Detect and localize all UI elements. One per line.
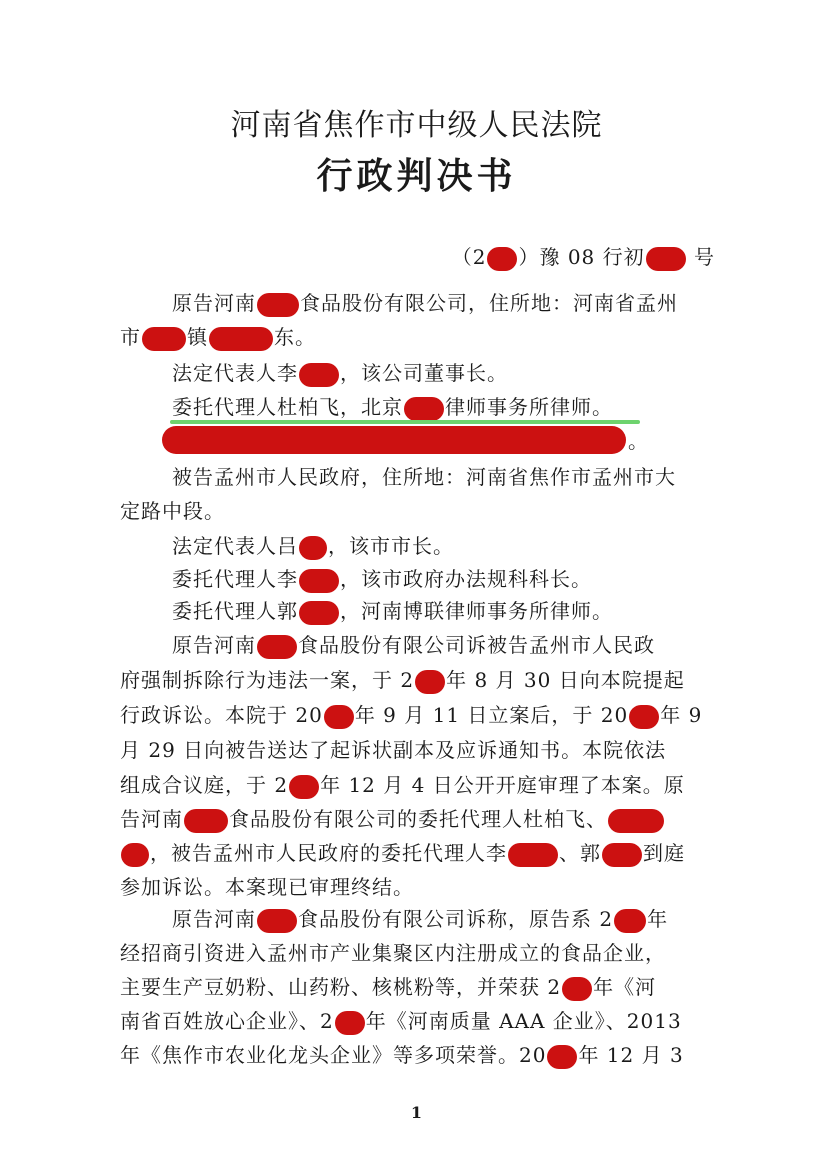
text-span: 食品股份有限公司，住所地：河南省孟州 bbox=[300, 291, 678, 315]
redaction-mark bbox=[614, 909, 646, 933]
text-span: 年 8 月 30 日向本院提起 bbox=[446, 668, 685, 692]
redaction-mark bbox=[324, 705, 354, 729]
text-span: ，该市市长。 bbox=[328, 534, 454, 558]
procedure-line-6 bbox=[120, 806, 665, 833]
text-span: 、郭 bbox=[559, 841, 601, 865]
highlight-underline bbox=[170, 420, 640, 424]
claim-line-5 bbox=[120, 1042, 684, 1069]
redaction-mark bbox=[289, 775, 319, 799]
redaction-mark bbox=[646, 247, 686, 271]
text-span: 年 12 月 4 日公开开庭审理了本案。原 bbox=[320, 773, 685, 797]
text-span: 年《焦作市农业化龙头企业》等多项荣誉。20 bbox=[120, 1043, 547, 1067]
redaction-mark bbox=[299, 363, 339, 387]
document-title: 行政判决书 bbox=[316, 155, 517, 197]
text-span: 原告河南 bbox=[172, 633, 256, 657]
text-span: 原告河南 bbox=[172, 291, 256, 315]
text-span: 律师事务所律师。 bbox=[445, 395, 613, 419]
defendant-line-2: 定路中段。 bbox=[120, 499, 225, 523]
text-span: 主要生产豆奶粉、山药粉、核桃粉等，并荣获 2 bbox=[120, 975, 562, 999]
redaction-mark bbox=[629, 705, 659, 729]
text-span: 委托代理人李 bbox=[172, 567, 298, 591]
text-span: 年 9 bbox=[660, 703, 703, 727]
redaction-mark bbox=[299, 536, 327, 560]
redaction-mark bbox=[335, 1011, 365, 1035]
legal-rep-plaintiff bbox=[172, 360, 508, 387]
redaction-mark bbox=[415, 670, 445, 694]
redaction-mark bbox=[602, 843, 642, 867]
redaction-mark bbox=[404, 397, 444, 421]
procedure-line-5 bbox=[120, 772, 685, 799]
text-span: 到庭 bbox=[643, 841, 685, 865]
text-span: ，该公司董事长。 bbox=[340, 361, 508, 385]
agent-plaintiff bbox=[172, 394, 613, 421]
procedure-line-4: 月 29 日向被告送达了起诉状副本及应诉通知书。本院依法 bbox=[120, 738, 667, 762]
redaction-mark bbox=[547, 1045, 577, 1069]
redaction-mark bbox=[209, 327, 273, 351]
agent-defendant-1 bbox=[172, 566, 592, 593]
plaintiff-line-2 bbox=[120, 324, 316, 351]
text-span: 法定代表人吕 bbox=[172, 534, 298, 558]
case-number-suffix: 号 bbox=[694, 245, 715, 269]
procedure-line-7 bbox=[120, 840, 685, 867]
text-span: 委托代理人杜柏飞，北京 bbox=[172, 395, 403, 419]
text-span: 食品股份有限公司诉被告孟州市人民政 bbox=[298, 633, 655, 657]
text-span: 行政诉讼。本院于 20 bbox=[120, 703, 323, 727]
redaction-mark bbox=[299, 569, 339, 593]
redaction-mark bbox=[299, 601, 339, 625]
defendant-line-1: 被告孟州市人民政府，住所地：河南省焦作市孟州市大 bbox=[172, 465, 676, 489]
text-span: 市 bbox=[120, 325, 141, 349]
redaction-mark bbox=[121, 843, 149, 867]
redaction-mark bbox=[184, 809, 228, 833]
text-span: 原告河南 bbox=[172, 907, 256, 931]
agent-defendant-2 bbox=[172, 598, 613, 625]
procedure-line-8: 参加诉讼。本案现已审理终结。 bbox=[120, 875, 414, 899]
text-span: 食品股份有限公司诉称，原告系 2 bbox=[298, 907, 614, 931]
text-span: 年 bbox=[647, 907, 669, 931]
legal-rep-defendant bbox=[172, 533, 454, 560]
redaction-mark bbox=[608, 809, 664, 833]
claim-line-4 bbox=[120, 1008, 682, 1035]
text-span: 府强制拆除行为违法一案，于 2 bbox=[120, 668, 415, 692]
text-span: 年 12 月 3 bbox=[578, 1043, 684, 1067]
plaintiff-line-1 bbox=[172, 290, 678, 317]
text-span: 年《河南质量 AAA 企业》、2013 bbox=[365, 1009, 682, 1033]
redaction-mark bbox=[487, 247, 517, 271]
text-span: 年 9 月 11 日立案后，于 20 bbox=[354, 703, 629, 727]
agent-plaintiff-end: 。 bbox=[628, 429, 649, 453]
redaction-mark bbox=[257, 293, 299, 317]
text-span: 委托代理人郭 bbox=[172, 599, 298, 623]
text-span: 告河南 bbox=[120, 807, 183, 831]
redaction-block bbox=[162, 426, 626, 454]
court-name: 河南省焦作市中级人民法院 bbox=[230, 108, 603, 143]
case-number bbox=[452, 241, 715, 271]
claim-line-2: 经招商引资进入孟州市产业集聚区内注册成立的食品企业， bbox=[120, 941, 666, 965]
redaction-mark bbox=[142, 327, 186, 351]
text-span: 法定代表人李 bbox=[172, 361, 298, 385]
procedure-line-3 bbox=[120, 702, 702, 729]
page-number: 1 bbox=[410, 1103, 423, 1122]
redaction-mark bbox=[257, 909, 297, 933]
redaction-mark bbox=[562, 977, 592, 1001]
redaction-mark bbox=[508, 843, 558, 867]
claim-line-1 bbox=[172, 906, 668, 933]
redaction-mark bbox=[257, 635, 297, 659]
text-span: 组成合议庭，于 2 bbox=[120, 773, 289, 797]
text-span: ，河南博联律师事务所律师。 bbox=[340, 599, 613, 623]
text-span: 东。 bbox=[274, 325, 316, 349]
text-span: ，被告孟州市人民政府的委托代理人李 bbox=[150, 841, 507, 865]
procedure-line-1 bbox=[172, 632, 655, 659]
text-span: 食品股份有限公司的委托代理人杜柏飞、 bbox=[229, 807, 607, 831]
text-span: 年《河 bbox=[593, 975, 657, 999]
case-number-middle: ）豫 08 行初 bbox=[518, 245, 645, 269]
text-span: ，该市政府办法规科科长。 bbox=[340, 567, 592, 591]
claim-line-3 bbox=[120, 974, 656, 1001]
procedure-line-2 bbox=[120, 667, 685, 694]
case-number-prefix: （2 bbox=[451, 245, 487, 269]
text-span: 镇 bbox=[187, 325, 208, 349]
text-span: 南省百姓放心企业》、2 bbox=[120, 1009, 334, 1033]
